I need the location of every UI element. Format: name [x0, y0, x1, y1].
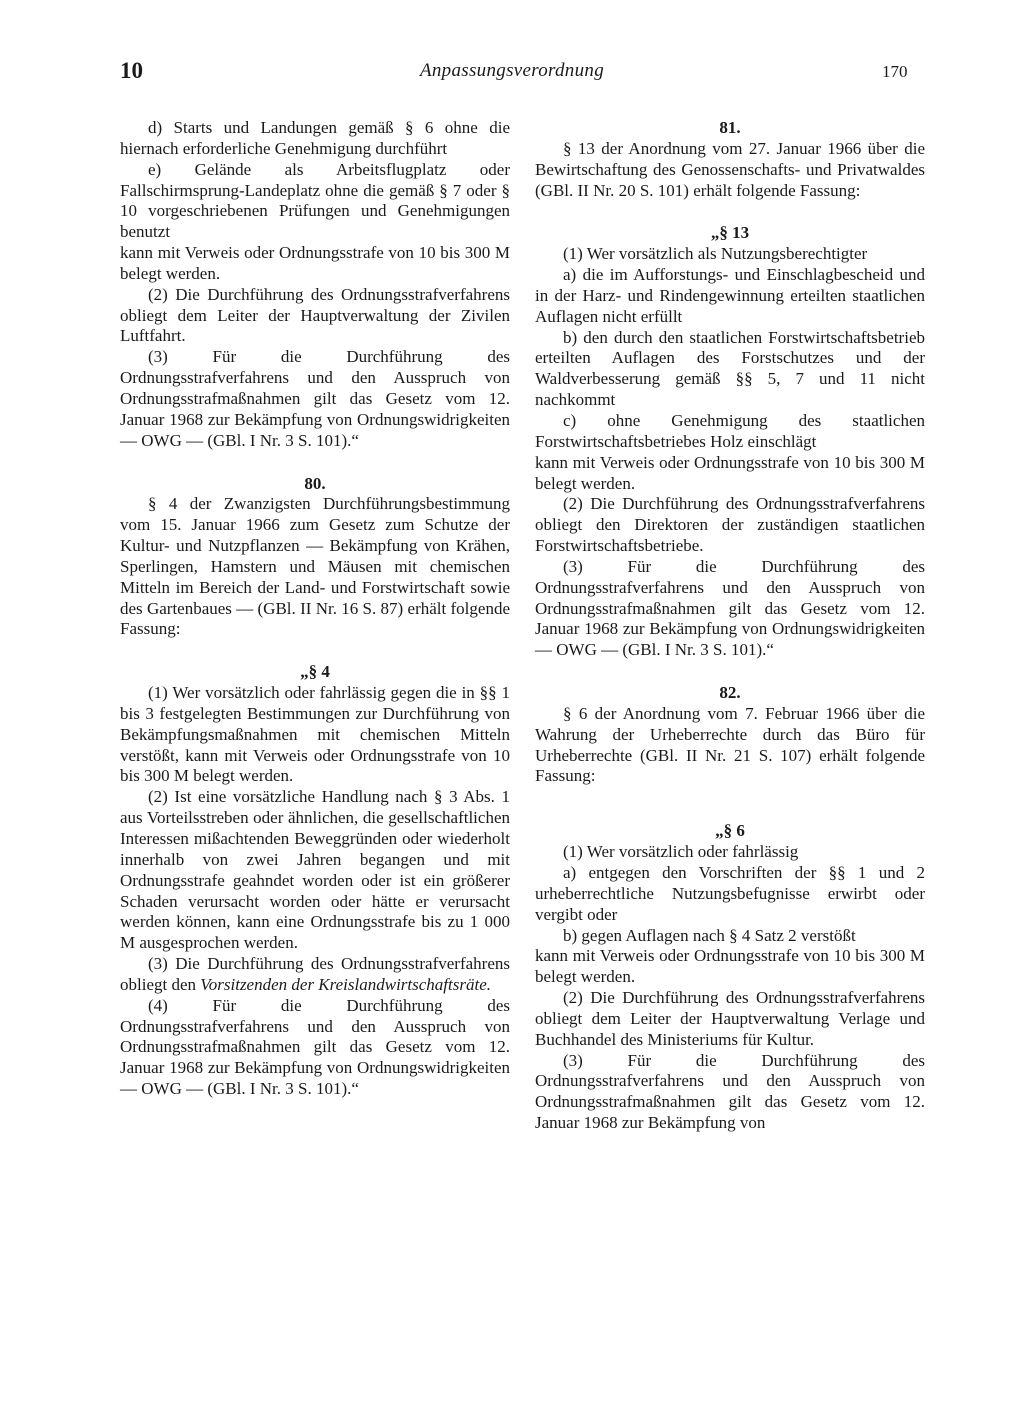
paragraph-heading: „§ 13: [710, 223, 750, 243]
paragraph: e) Gelände als Arbeitsflugplatz oder Fallschirmsprung-Landeplatz ohne die gemäß § 7 oder § 10 vorgeschriebenen Prüfungen und Genehmigungen benutzt: [120, 159, 510, 242]
paragraph: d) Starts und Landungen gemäß § 6 ohne die hiernach erforderliche Genehmigung durchführt: [120, 118, 510, 158]
page-number-right: 170: [882, 62, 908, 81]
list-item: b) gegen Auflagen nach § 4 Satz 2 verstößt: [563, 925, 856, 945]
left-column: [120, 118, 510, 1100]
paragraph: (1) Wer vorsätzlich oder fahrlässig: [563, 842, 799, 862]
paragraph: (2) Die Durchführung des Ordnungsstrafverfahrens obliegt den Direktoren der zuständigen staatlichen Forstwirtschaftsbetriebe.: [535, 494, 925, 556]
paragraph: [120, 954, 510, 996]
paragraph: (4) Für die Durchführung des Ordnungsstrafverfahrens und den Ausspruch von Ordnungsstrafmaßnahmen gilt das Gesetz vom 12. Januar 1968 zur Bekämpfung von Ordnungswidrigkeiten — OWG — (GBl. I Nr. 3 S. 101).“: [120, 995, 510, 1099]
paragraph-heading: „§ 6: [715, 821, 745, 841]
running-title: Anpassungsverordnung: [419, 60, 605, 81]
paragraph: (3) Für die Durchführung des Ordnungsstrafverfahrens und den Ausspruch von Ordnungsstrafmaßnahmen gilt das Gesetz vom 12. Januar 1968 zur Bekämpfung von Ordnungswidrigkeiten — OWG — (GBl. I Nr. 3 S. 101).“: [120, 347, 510, 450]
page-number-left: 10: [120, 58, 143, 83]
section-number-82: 82.: [719, 683, 741, 703]
paragraph-text: (3) Die Durchführung des Ordnungsstrafverfahrens obliegt den: [120, 954, 510, 994]
paragraph: (2) Die Durchführung des Ordnungsstrafverfahrens obliegt dem Leiter der Hauptverwaltung der Zivilen Luftfahrt.: [120, 284, 510, 346]
list-item: b) den durch den staatlichen Forstwirtschaftsbetrieb erteilten Auflagen des Forstschutzes und der Waldverbesserung gemäß §§ 5, 7 und 11 nicht nachkommt: [535, 327, 925, 410]
list-item: a) entgegen den Vorschriften der §§ 1 und 2 urheberrechtliche Nutzungsbefugnisse erwirbt oder vergibt oder: [535, 863, 925, 924]
paragraph: (3) Für die Durchführung des Ordnungsstrafverfahrens und den Ausspruch von Ordnungsstrafmaßnahmen gilt das Gesetz vom 12. Januar 1968 zur Bekämpfung von Ordnungswidrigkeiten — OWG — (GBl. I Nr. 3 S. 101).“: [535, 556, 925, 660]
paragraph: (3) Für die Durchführung des Ordnungsstrafverfahrens und den Ausspruch von Ordnungsstrafmaßnahmen gilt das Gesetz vom 12. Januar 1968 zur Bekämpfung von: [535, 1050, 925, 1133]
paragraph: kann mit Verweis oder Ordnungsstrafe von 10 bis 300 M belegt werden.: [120, 243, 510, 283]
paragraph: (2) Die Durchführung des Ordnungsstrafverfahrens obliegt dem Leiter der Hauptverwaltung Verlage und Buchhandel des Ministeriums für Kultur.: [535, 988, 925, 1049]
section-number-81: 81.: [719, 118, 741, 137]
paragraph: (2) Ist eine vorsätzliche Handlung nach § 3 Abs. 1 aus Vorteilsstreben oder ähnlichen, die gesellschaftlichen Interessen mißachtenden Beweggründen oder wiederholt innerhalb von zwei Jahren begangen und mit Ordnungsstrafe geahndet worden oder ist ein größerer Schaden verursacht worden oder hätte er verursacht werden können, kann eine Ordnungsstrafe bis zu 1 000 M ausgesprochen werden.: [120, 787, 510, 953]
paragraph: kann mit Verweis oder Ordnungsstrafe von 10 bis 300 M belegt werden.: [535, 452, 925, 493]
paragraph-heading: „§ 4: [300, 662, 330, 682]
list-item: a) die im Aufforstungs- und Einschlagbescheid und in der Harz- und Rindengewinnung erteilten staatlichen Auflagen nicht erfüllt: [535, 265, 925, 326]
paragraph: (1) Wer vorsätzlich oder fahrlässig gegen die in §§ 1 bis 3 festgelegten Bestimmungen zur Durchführung von Bekämpfungsmaßnahmen mit chemischen Mitteln verstößt, kann mit Verweis oder Ordnungsstrafe von 10 bis 300 M belegt werden.: [120, 683, 510, 786]
paragraph: kann mit Verweis oder Ordnungsstrafe von 10 bis 300 M belegt werden.: [535, 946, 925, 987]
section-intro: § 13 der Anordnung vom 27. Januar 1966 über die Bewirtschaftung des Genossenschafts- und Privatwaldes (GBl. II Nr. 20 S. 101) erhält folgende Fassung:: [535, 138, 925, 200]
section-intro: § 6 der Anordnung vom 7. Februar 1966 über die Wahrung der Urheberrechte durch das Büro für Urheberrechte (GBl. II Nr. 21 S. 107) erhält folgende Fassung:: [535, 703, 925, 786]
emphasis-text: Vorsitzenden der Kreislandwirtschaftsräte.: [200, 974, 492, 994]
paragraph: (1) Wer vorsätzlich als Nutzungsberechtigter: [563, 244, 868, 264]
section-intro: § 4 der Zwanzigsten Durchführungsbestimmung vom 15. Januar 1966 zum Gesetz zum Schutze der Kultur- und Nutzpflanzen — Bekämpfung von Krähen, Sperlingen, Hamstern und Mäusen mit chemischen Mitteln im Bereich der Land- und Forstwirtschaft sowie des Gartenbaues — (GBl. II Nr. 16 S. 87) erhält folgende Fassung:: [120, 494, 510, 639]
section-number-80: 80.: [304, 473, 326, 493]
list-item: c) ohne Genehmigung des staatlichen Forstwirtschaftsbetriebes Holz einschlägt: [535, 410, 925, 451]
right-column: [535, 118, 925, 1134]
